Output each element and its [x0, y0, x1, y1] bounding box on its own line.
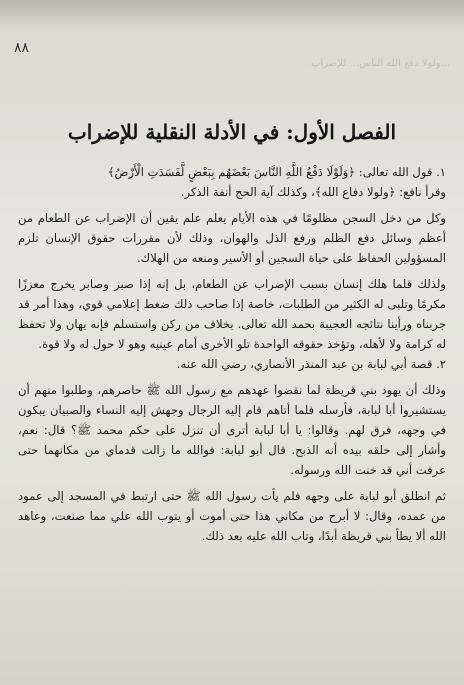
paragraph-3: وكل من دخل السجن مظلومًا في هذه الأيام يعلم علم يقين أن الإضراب عن الطعام من أعظم وسائل دفع الظلم ورفع الذل والهوان، وذلك لأن مقررات حقوق الإنسان تلزم المسؤولين الحفاظ على حياة السجين أو الأسير ومنعه من الهلاك.: [18, 211, 446, 265]
paragraph-1: ١. قول الله تعالى: ﴿وَلَوْلَا دَفْعُ اللَّهِ النَّاسَ بَعْضَهُم بِبَعْضٍ لَّفَسَدَتِ الْأَرْضُ﴾: [107, 165, 446, 179]
bleed-through-text: ...ولولا دفع الله الناس... للإضراب: [311, 58, 450, 69]
page-number: ٨٨: [14, 40, 30, 56]
body-text: [18, 162, 446, 546]
paragraph-2: وقرأ نافع: ﴿ولولا دفاع الله﴾، وكذلك آية الحج أنفة الذكر.: [180, 185, 446, 199]
paragraph-6: وذلك أن يهود بني قريظة لما نقضوا عهدهم مع رسول الله ﷺ حاصرهم، وطلبوا منهم أن يستشيروا أبا لبابة، فأرسله فلما أتاهم قام إليه الرجال وجهش إليه النساء والصبيان يبكون في وجهه، فرق لهم. وقالوا: يا أبا لبابة أترى أن تنزل على حكم محمد ﷺ؟ قال: نعم، وأشار إلى حلقه بيده أنه الذبح. قال أبو لبابة: فوالله ما زالت قدماي من مكانهما حتى عرفت أني قد خنت الله ورسوله.: [18, 383, 446, 477]
paragraph-4: ولذلك قلما هلك إنسان بسبب الإضراب عن الطعام، بل إنه إذا صبر وصابر يخرج معززًا مكرمًا وتلبى له الكثير من الطلبات، خاصة إذا صاحب ذلك ضغط إعلامي قوي، وهذا أمر قد جربناه ورأينا نتائجه العجيبة بحمد الله تعالى. بخلاف من ركن واستسلم فإنه يهان ولا تحفظ له كرامة ولا لأهله، وتؤخذ حقوقه الواحدة تلو الأخرى أمام عينيه وهو لا حول له ولا قوة.: [18, 277, 446, 351]
paragraph-7: ثم انطلق أبو لبابة على وجهه فلم يأت رسول الله ﷺ حتى ارتبط في المسجد إلى عمود من عمده، وقال: لا أبرح من مكاني هذا حتى أموت أو يتوب الله علي مما صنعت، وعاهد الله ألا يطأ بني قريظة أبدًا، وتاب الله عليه بعد ذلك.: [18, 489, 446, 543]
chapter-title: الفصل الأول: في الأدلة النقلية للإضراب: [67, 120, 397, 144]
page-top-shadow: [0, 0, 464, 30]
paragraph-5: ٢. قصة أبي لبابة بن عبد المنذر الأنصاري، رضي الله عنه.: [176, 357, 446, 371]
